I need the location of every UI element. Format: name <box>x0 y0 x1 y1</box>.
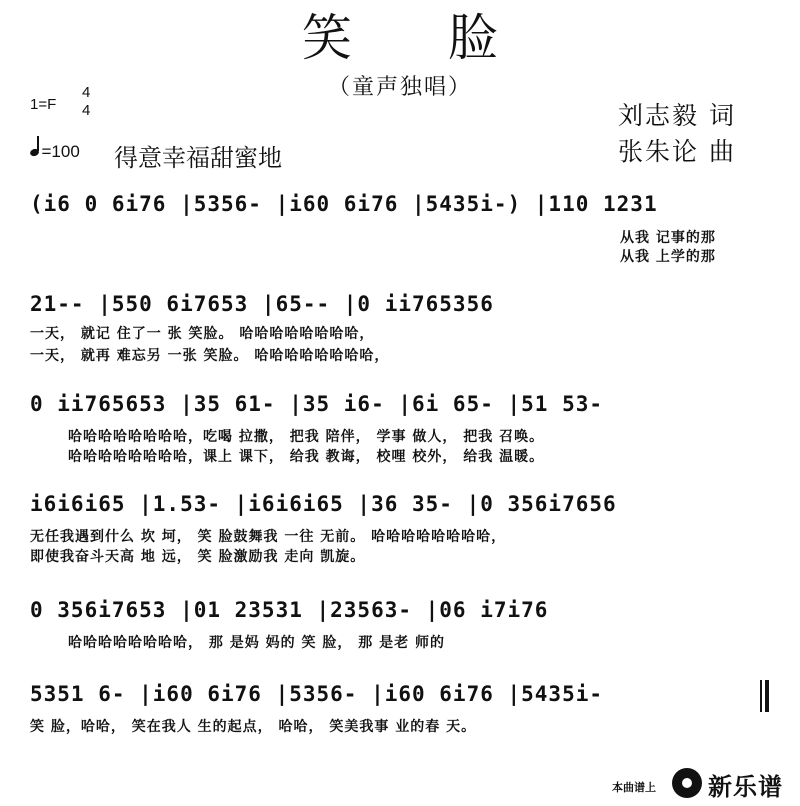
tempo-value: =100 <box>41 142 80 161</box>
lyrics-line-2: 哈哈哈哈哈哈哈哈，课上 课下， 给我 教诲， 校哩 校外， 给我 温暖。 <box>68 449 545 465</box>
lyrics-line-1: 从我 记事的那 <box>620 230 716 246</box>
meter-top: 4 <box>82 84 91 101</box>
lyrics-line-1: 无任我遇到什么 坎 坷， 笑 脸鼓舞我 一往 无前。 哈哈哈哈哈哈哈哈， <box>30 529 507 545</box>
final-barline-thick <box>765 680 769 712</box>
notes-line: 0 ii765653 |35 61- |35 i6- |6i 65- |51 53- <box>30 392 604 416</box>
final-barline-thin <box>760 680 762 712</box>
lyrics-line-2: 一天， 就再 难忘另 一张 笑脸。 哈哈哈哈哈哈哈哈， <box>30 348 390 364</box>
notes-line: 21-- |550 6i7653 |65-- |0 ii765356 <box>30 292 494 316</box>
lyricist-credit: 刘志毅 词 <box>618 101 736 130</box>
footer-source-text: 本曲谱上 <box>612 781 656 794</box>
notes-line: i6i6i65 |1.53- |i6i6i65 |36 35- |0 356i7656 <box>30 492 617 516</box>
notes-line: 5351 6- |i60 6i76 |5356- |i60 6i76 |5435i- <box>30 682 604 706</box>
time-signature <box>82 84 90 120</box>
page-subtitle: （童声独唱） <box>327 75 472 100</box>
logo-text: 新乐谱 <box>708 773 783 801</box>
lyrics-line-2: 从我 上学的那 <box>620 249 716 265</box>
tempo-marking <box>30 142 80 162</box>
key-signature: 1=F <box>30 96 57 113</box>
page-title: 笑 脸 <box>302 9 538 67</box>
lyrics-line-1: 哈哈哈哈哈哈哈哈，吃喝 拉撒， 把我 陪伴， 学事 做人， 把我 召唤。 <box>68 429 545 445</box>
lyrics-line-2: 即使我奋斗天高 地 远， 笑 脸激励我 走向 凯旋。 <box>30 549 366 565</box>
composer-credit: 张朱论 曲 <box>618 137 736 166</box>
lyrics-line-1: 哈哈哈哈哈哈哈哈， 那 是妈 妈的 笑 脸， 那 是老 师的 <box>68 635 445 651</box>
lyrics-line-1: 笑 脸，哈哈， 笑在我人 生的起点， 哈哈， 笑美我事 业的春 天。 <box>30 719 477 735</box>
expression-text: 得意幸福甜蜜地 <box>114 144 282 172</box>
logo-disc-icon <box>672 768 702 798</box>
notes-line: (i6 0 6i76 |5356- |i60 6i76 |5435i-) |110 1231 <box>30 192 658 216</box>
lyrics-line-1: 一天， 就记 住了一 张 笑脸。 哈哈哈哈哈哈哈哈， <box>30 326 375 342</box>
note-stem <box>37 136 39 151</box>
notes-line: 0 356i7653 |01 23531 |23563- |06 i7i76 <box>30 598 549 622</box>
meter-bottom: 4 <box>82 102 91 119</box>
